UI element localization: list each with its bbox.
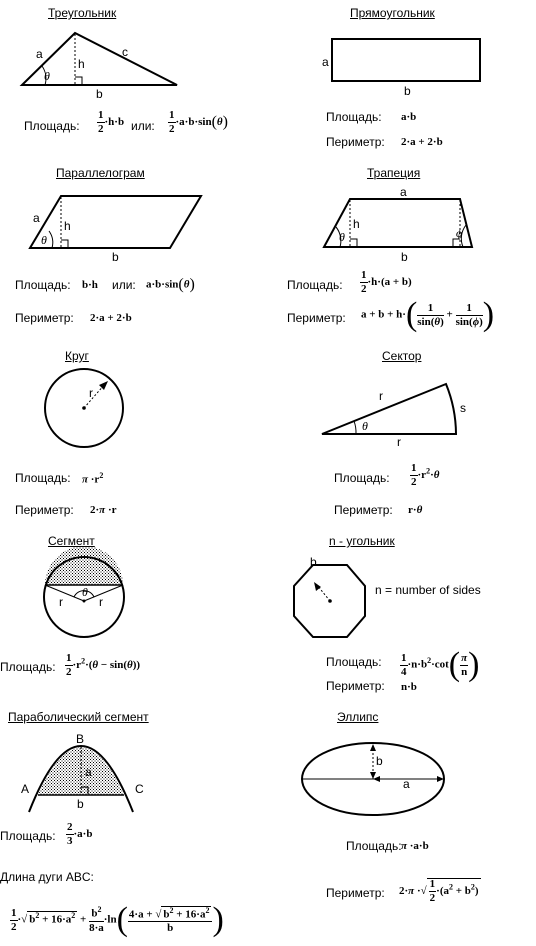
ellipse-perimeter-formula: 2·π ·√ $\frac{1}{2}$ $\cdot(a^2 + b^2)$ [399,878,479,904]
trapezoid-perimeter-formula: a + b + h·( $\frac{1}{\sin(\theta)}$ + $\frac{1}{\sin(\phi)}$ ) [361,296,495,333]
ellipse-area-label: Площадь: [346,839,402,853]
parallelogram-label-h: h [64,219,71,233]
sector-figure [322,384,456,434]
title-segment: Сегмент [48,534,95,548]
parabola-label-B: B [76,732,85,746]
ellipse-label-b: b [376,754,383,768]
triangle-area-formula-2: $\frac{1}{2}$ ·a·b·sin(θ) [169,109,228,135]
ellipse-area-formula: π ·a·b [401,840,429,852]
triangle-label-c: c [122,45,128,59]
rectangle-label-a: a [322,55,329,69]
sector-area-label: Площадь: [334,471,390,485]
segment-area-formula: $\frac{1}{2}$ $\cdot r^2\cdot(\theta - \sin(\theta))$ [66,652,141,678]
parallelogram-area-label: Площадь: [15,278,71,292]
title-ngon: n - угольник [329,534,395,548]
segment-area-label: Площадь: [0,660,56,674]
parabola-label-C: C [135,782,144,796]
parallelogram-label-theta: θ [41,233,47,247]
ellipse-figure [302,743,444,815]
parallelogram-label-b: b [112,250,119,264]
rectangle-perimeter-label: Периметр: [326,135,385,149]
parallelogram-area-formula-1: b·h [82,279,98,291]
parallelogram-or-label: или: [112,278,136,292]
circle-label-r: r [89,386,93,400]
segment-label-r-left: r [59,595,63,609]
trapezoid-label-b: b [401,250,408,264]
triangle-label-a: a [36,47,43,61]
title-sector: Сектор [382,349,422,363]
parabolic-area-label: Площадь: [0,829,56,843]
parallelogram-figure [30,196,201,248]
trapezoid-perimeter-label: Периметр: [287,311,346,325]
segment-label-r-right: r [99,595,103,609]
sector-label-r-bottom: r [397,435,401,449]
title-trapezoid: Трапеция [367,166,421,180]
parabola-label-b: b [77,797,84,811]
ngon-sides-note: n = number of sides [375,583,481,597]
triangle-label-h: h [78,57,85,71]
ellipse-label-a: a [403,777,410,791]
triangle-or-label: или: [131,119,155,133]
parabolic-arc-formula: $\frac{1}{2}$ ·√ $b^2 + 16\cdot a^2$ + $\frac{b^2}{8\cdot a}$ ·ln( $\frac{4\cdot a + √ b^2 + 16\cdot a^2}{b}$ ) [11,901,224,938]
circle-area-formula: $\pi \cdot r^2$ [82,471,104,486]
ngon-figure [294,565,365,637]
trapezoid-area-formula: $\frac{1}{2}$ ·h·(a + b) [361,269,412,295]
trapezoid-label-phi: ϕ [456,226,463,240]
circle-area-label: Площадь: [15,471,71,485]
ngon-perimeter-formula: n·b [401,681,417,693]
ngon-area-formula: $\frac{1}{4}$ $\cdot n\cdot b^2\cdot\cot$( $\frac{\pi}{n}$ ) [401,646,480,683]
sector-label-s: s [460,401,466,415]
sector-label-theta: θ [362,419,368,433]
parallelogram-perimeter-formula: 2·a + 2·b [90,312,132,324]
circle-perimeter-formula: 2·π ·r [90,504,117,516]
triangle-label-b: b [96,87,103,101]
circle-perimeter-label: Периметр: [15,503,74,517]
title-triangle: Треугольник [48,6,117,20]
sector-label-r-top: r [379,389,383,403]
title-ellipse: Эллипс [337,710,379,724]
sector-perimeter-formula: r·θ [408,504,423,516]
parallelogram-label-a: a [33,211,40,225]
rectangle-area-label: Площадь: [326,110,382,124]
triangle-label-theta: θ [44,69,50,83]
rectangle-area-formula: a·b [401,111,417,123]
title-parallelogram: Параллелограм [56,166,145,180]
ngon-perimeter-label: Периметр: [326,679,385,693]
ellipse-perimeter-label: Периметр: [326,886,385,900]
trapezoid-figure [324,199,472,247]
title-parabolic-segment: Параболический сегмент [8,710,149,724]
trapezoid-label-a: a [400,185,407,199]
parallelogram-perimeter-label: Периметр: [15,311,74,325]
sector-area-formula: $\frac{1}{2}$ $\cdot r^2\cdot\theta$ [411,462,440,488]
rectangle-figure [332,39,480,81]
parabolic-area-formula: $\frac{2}{3}$ ·a·b [67,821,93,847]
segment-label-theta: θ [82,585,88,599]
rectangle-label-b: b [404,84,411,98]
trapezoid-label-h: h [353,217,360,231]
parallelogram-area-formula-2: a·b·sin(θ) [146,276,195,293]
ngon-area-label: Площадь: [326,655,382,669]
triangle-area-label: Площадь: [24,119,80,133]
parabola-label-A: A [21,782,30,796]
title-circle: Круг [65,349,89,363]
triangle-area-formula-1: $\frac{1}{2}$ ·h·b [98,109,125,135]
title-rectangle: Прямоугольник [350,6,435,20]
sector-perimeter-label: Периметр: [334,503,393,517]
rectangle-perimeter-formula: 2·a + 2·b [401,136,443,148]
parabola-label-a: a [85,765,92,779]
parabolic-arc-label: Длина дуги ABC: [0,870,94,884]
circle-figure [45,369,123,447]
ngon-label-b: b [310,555,317,569]
trapezoid-label-theta: θ [339,230,345,244]
trapezoid-area-label: Площадь: [287,278,343,292]
